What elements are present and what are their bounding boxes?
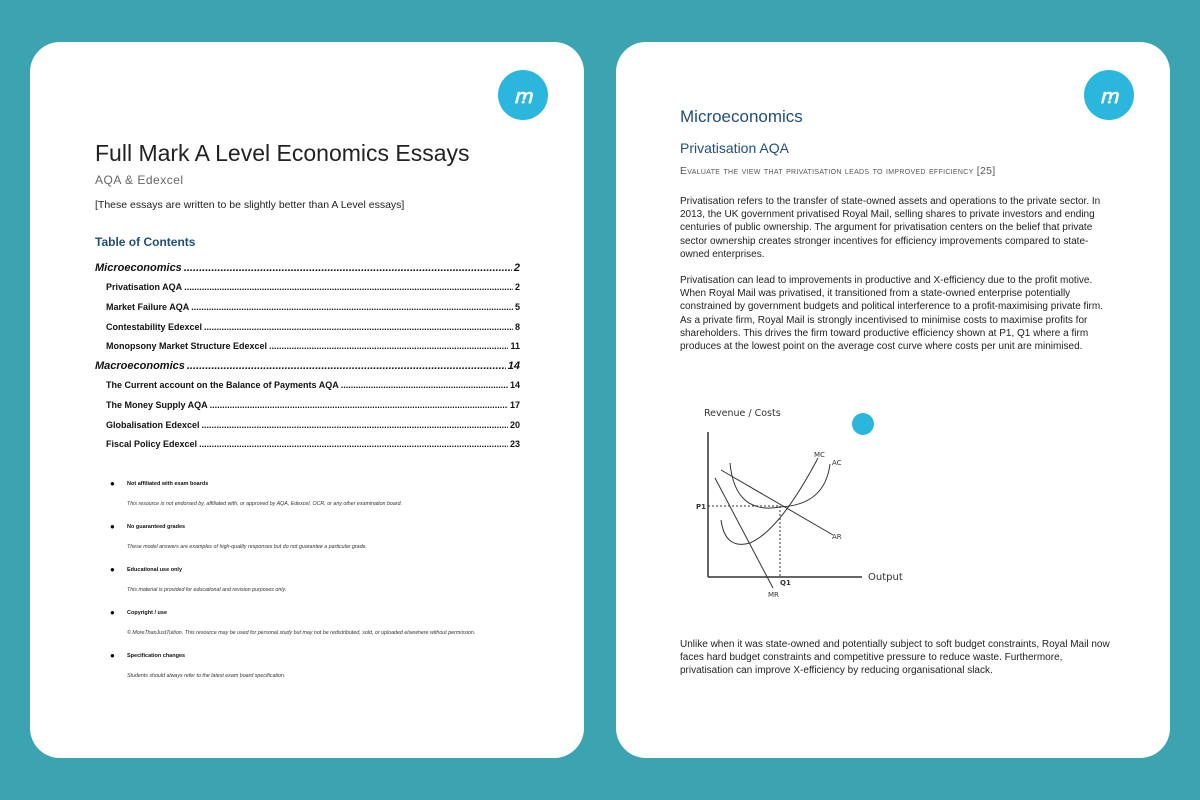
toc-page: 5 bbox=[514, 301, 520, 312]
toc-leader bbox=[269, 341, 508, 351]
toc-page: 2 bbox=[514, 282, 520, 293]
x-axis-label: Output bbox=[868, 572, 903, 583]
ac-curve bbox=[730, 463, 830, 508]
toc-label: Macroeconomics bbox=[95, 359, 185, 372]
mr-label: MR bbox=[768, 591, 779, 599]
bullet-icon: ● bbox=[110, 608, 115, 617]
essay-title: Privatisation AQA bbox=[680, 140, 789, 156]
toc-page: 14 bbox=[507, 359, 520, 372]
mc-curve bbox=[721, 458, 818, 544]
bullet-icon: ● bbox=[110, 479, 115, 488]
ar-curve bbox=[721, 470, 833, 535]
mc-label: MC bbox=[814, 451, 825, 459]
disclaimer-text: This resource is not endorsed by, affiliated with, or approved by AQA, Edexcel, OCR, or any other examination board. bbox=[127, 501, 402, 507]
toc-entry[interactable] bbox=[95, 395, 520, 415]
toc-label: Privatisation AQA bbox=[106, 282, 183, 293]
brand-logo-icon: ꭑ bbox=[1084, 70, 1134, 120]
p1-label: P1 bbox=[696, 503, 707, 511]
disclaimer-text: Students should always refer to the latest exam board specification. bbox=[127, 673, 286, 679]
table-of-contents bbox=[95, 258, 520, 454]
disclaimer-heading: No guaranteed grades bbox=[127, 524, 186, 530]
toc-entry[interactable] bbox=[95, 258, 520, 278]
toc-page: 14 bbox=[509, 380, 520, 391]
disclaimer-heading: Educational use only bbox=[127, 567, 183, 573]
toc-leader bbox=[184, 282, 513, 292]
toc-entry[interactable] bbox=[95, 278, 520, 298]
toc-leader bbox=[187, 360, 506, 372]
toc-heading: Table of Contents bbox=[95, 235, 196, 249]
y-axis-label: Revenue / Costs bbox=[704, 408, 781, 419]
disclaimer-item bbox=[110, 522, 530, 565]
toc-leader bbox=[341, 380, 508, 390]
disclaimer-heading: Not affiliated with exam boards bbox=[127, 481, 209, 487]
ac-label: AC bbox=[832, 459, 842, 467]
bullet-icon: ● bbox=[110, 565, 115, 574]
paragraph: Privatisation refers to the transfer of state-owned assets and operations to the private sector. In 2013, the UK government privatised Royal Mail, selling shares to private investors and ending centuries of public ownership. The argument for privatisation centers on the belief that private sector ownership creates stronger incentives for efficiency improvements compared to state-owned enterprises. bbox=[680, 196, 1101, 260]
toc-label: Globalisation Edexcel bbox=[106, 419, 200, 430]
paragraph: Privatisation can lead to improvements in productive and X-efficiency due to the profit motive. When Royal Mail was privatised, it transitioned from a state-owned enterprise potentially constrained by government budgets and political interference to a profit-maximising private firm. As a private firm, Royal Mail is strongly incentivised to minimise costs to maximise profits for shareholders. This drives the firm toward productive efficiency shown at P1, Q1 where a firm produces at the lowest point on the average cost curve where costs per unit are minimised. bbox=[680, 275, 1103, 353]
toc-entry[interactable] bbox=[95, 434, 520, 454]
toc-page: 23 bbox=[509, 439, 520, 450]
disclaimer-heading: Specification changes bbox=[127, 653, 186, 659]
disclaimer-text: © MoreThanJustTuition. This resource may be used for personal study but may not be redistributed, sold, or uploaded elsewhere without permission. bbox=[127, 630, 476, 636]
toc-entry[interactable] bbox=[95, 297, 520, 317]
mr-curve bbox=[715, 478, 773, 588]
paragraph: Unlike when it was state-owned and potentially subject to soft budget constraints, Royal Mail now faces hard budget constraints and competitive pressure to reduce waste. Furthermore, privatisation can improve X-efficiency by reducing organisational slack. bbox=[680, 639, 1110, 677]
brand-logo-icon: ꭑ bbox=[498, 70, 548, 120]
toc-leader bbox=[204, 322, 513, 332]
brand-logo-icon bbox=[852, 413, 874, 435]
bullet-icon: ● bbox=[110, 522, 115, 531]
cost-curve-diagram bbox=[616, 392, 1170, 612]
cover-page bbox=[30, 42, 584, 758]
toc-leader bbox=[210, 400, 508, 410]
toc-entry[interactable] bbox=[95, 336, 520, 356]
disclaimer-text: These model answers are examples of high-quality responses but do not guarantee a particular grade. bbox=[127, 544, 367, 550]
bullet-icon: ● bbox=[110, 651, 115, 660]
toc-label: Monopsony Market Structure Edexcel bbox=[106, 341, 268, 352]
q1-label: Q1 bbox=[780, 579, 791, 587]
disclaimer-heading: Copyright / use bbox=[127, 610, 168, 616]
toc-page: 17 bbox=[509, 399, 520, 410]
toc-page: 11 bbox=[510, 341, 520, 352]
disclaimer-item bbox=[110, 565, 530, 608]
section-title: Microeconomics bbox=[680, 107, 803, 126]
toc-label: Fiscal Policy Edexcel bbox=[106, 439, 198, 450]
disclaimer-text: This material is provided for educational and revision purposes only. bbox=[127, 587, 287, 593]
document-subtitle: AQA & Edexcel bbox=[95, 173, 184, 187]
essay-page bbox=[616, 42, 1170, 758]
toc-label: The Money Supply AQA bbox=[106, 399, 208, 410]
toc-entry[interactable] bbox=[95, 376, 520, 396]
essay-question: Evaluate the view that privatisation leads to improved efficiency [25] bbox=[680, 165, 996, 177]
ar-label: AR bbox=[832, 533, 842, 541]
disclaimer-item bbox=[110, 651, 530, 694]
toc-page: 2 bbox=[513, 261, 520, 274]
document-title: Full Mark A Level Economics Essays bbox=[95, 140, 470, 166]
disclaimer-item bbox=[110, 608, 530, 651]
toc-leader bbox=[191, 302, 513, 312]
toc-label: The Current account on the Balance of Payments AQA bbox=[106, 380, 339, 391]
disclaimer-list bbox=[110, 479, 530, 694]
toc-leader bbox=[184, 262, 512, 274]
toc-entry[interactable] bbox=[95, 356, 520, 376]
toc-leader bbox=[199, 439, 508, 449]
toc-label: Contestability Edexcel bbox=[106, 321, 203, 332]
document-note: [These essays are written to be slightly better than A Level essays] bbox=[95, 199, 405, 211]
toc-leader bbox=[202, 420, 508, 430]
toc-entry[interactable] bbox=[95, 415, 520, 435]
toc-label: Market Failure AQA bbox=[106, 301, 190, 312]
toc-page: 8 bbox=[514, 321, 520, 332]
toc-page: 20 bbox=[509, 419, 520, 430]
toc-label: Microeconomics bbox=[95, 261, 182, 274]
toc-entry[interactable] bbox=[95, 317, 520, 337]
disclaimer-item bbox=[110, 479, 530, 522]
